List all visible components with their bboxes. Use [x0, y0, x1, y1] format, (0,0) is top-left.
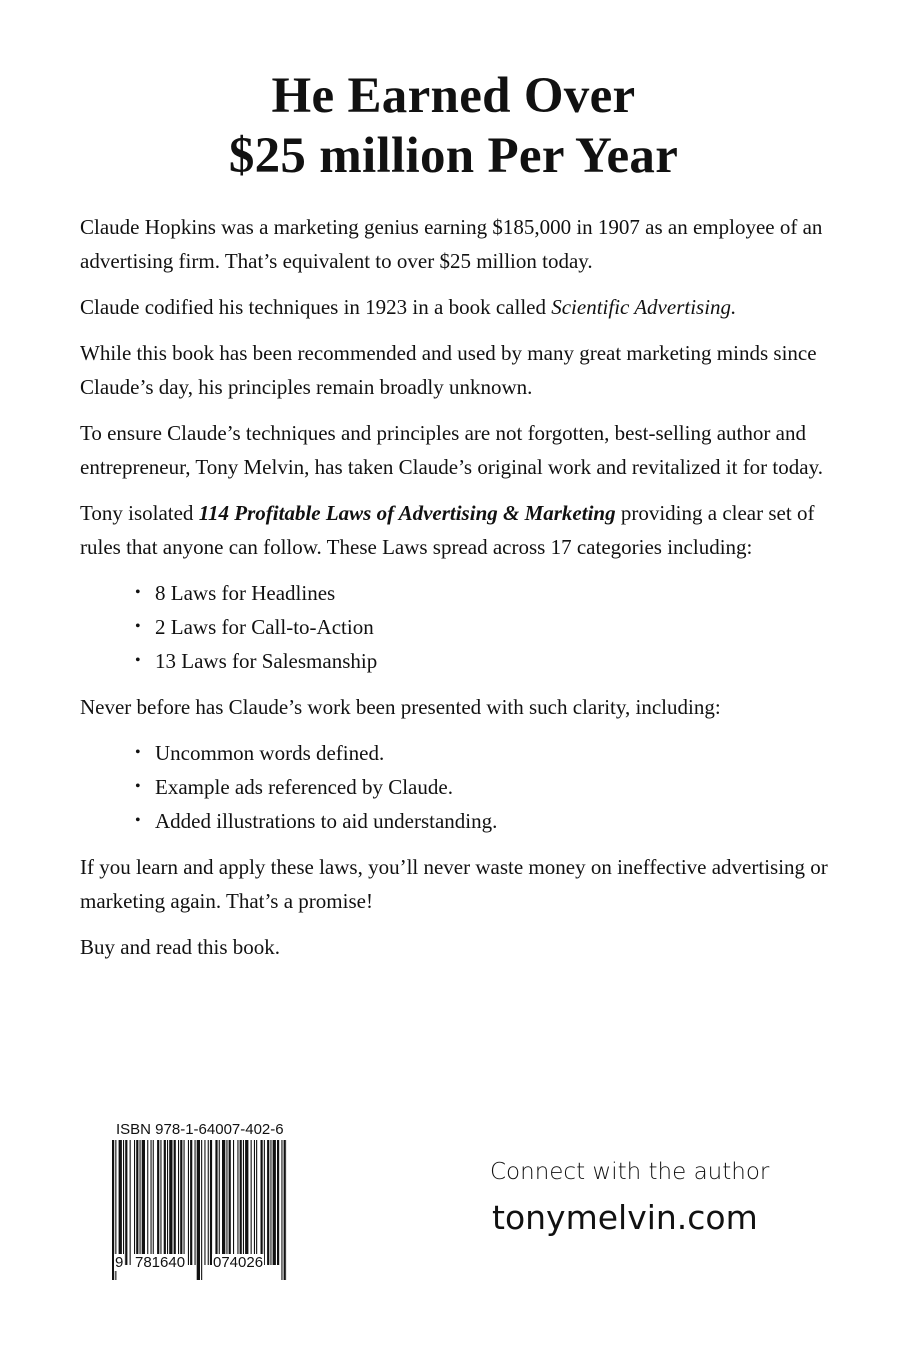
barcode-bar	[142, 1140, 145, 1265]
barcode-bar	[147, 1140, 148, 1265]
barcode-bar	[233, 1140, 234, 1265]
barcode-bar	[140, 1140, 141, 1265]
barcode-bar	[195, 1140, 196, 1265]
barcode-bar	[136, 1140, 138, 1265]
list-item: • 2 Laws for Call-to-Action	[135, 610, 855, 644]
barcode-bar	[123, 1140, 124, 1265]
barcode-bar	[134, 1140, 135, 1265]
barcode-bar	[226, 1140, 227, 1265]
barcode-bar	[180, 1140, 182, 1265]
barcode-bar	[125, 1140, 127, 1265]
title-line-2: $25 million Per Year	[228, 128, 679, 184]
paragraph-unknown: While this book has been recommended and used by many great marketing minds since Claude’s day, his principles remain broadly unknown.	[80, 341, 817, 399]
barcode-bar	[270, 1140, 271, 1265]
features-list	[80, 736, 855, 838]
barcode-bar	[281, 1140, 282, 1280]
paragraph-book-text: Claude codified his techniques in 1923 in a book called	[80, 295, 552, 319]
paragraph-call-to-action: Buy and read this book.	[80, 935, 281, 959]
barcode-digits-right: 074026	[213, 1254, 264, 1271]
barcode-bar	[222, 1140, 225, 1265]
list-item: • 13 Laws for Salesmanship	[135, 644, 855, 678]
barcode-bar	[277, 1140, 279, 1265]
barcode-bar	[119, 1140, 122, 1265]
barcode-bar	[245, 1140, 248, 1265]
author-website[interactable]: tonymelvin.com	[492, 1198, 758, 1237]
barcode-bar	[215, 1140, 217, 1265]
barcode-digits-left: 781640	[135, 1254, 186, 1271]
paragraph-laws	[80, 496, 855, 564]
barcode-bar	[157, 1140, 159, 1265]
list-item: • Uncommon words defined.	[135, 736, 855, 770]
barcode-bar	[219, 1140, 220, 1265]
list-item: • Added illustrations to aid understanding.	[135, 804, 855, 838]
barcode-bar	[174, 1140, 176, 1265]
barcode-bar	[251, 1140, 252, 1265]
barcode-bar	[273, 1140, 276, 1265]
barcode-bar	[240, 1140, 242, 1265]
list-item: • Example ads referenced by Claude.	[135, 770, 855, 804]
cover-title	[0, 66, 907, 186]
barcode-bar	[167, 1140, 168, 1265]
barcode-bar	[153, 1140, 154, 1265]
barcode-bar	[197, 1140, 200, 1280]
barcode-bar	[264, 1140, 265, 1265]
title-line-1: He Earned Over	[271, 68, 636, 124]
barcode-bar	[229, 1140, 231, 1265]
categories-list	[80, 576, 855, 678]
barcode-bar	[256, 1140, 257, 1265]
barcode-bar	[243, 1140, 244, 1265]
paragraph-intro: Claude Hopkins was a marketing genius earning $185,000 in 1907 as an employee of an advertising firm. That’s equivalent to over $25 million today.	[80, 215, 823, 273]
barcode-bar	[151, 1140, 152, 1265]
barcode-bar	[254, 1140, 255, 1265]
laws-emphasis: 114 Profitable Laws of Advertising & Marketing	[198, 501, 616, 525]
book-title: Scientific Advertising.	[551, 295, 737, 319]
barcode-bar	[160, 1140, 161, 1265]
laws-lead: Tony isolated	[80, 501, 199, 525]
barcode-bar	[169, 1140, 172, 1265]
barcode-bar	[184, 1140, 185, 1265]
barcode-bar	[164, 1140, 166, 1265]
paragraph-book	[80, 290, 855, 324]
barcode-bar	[261, 1140, 263, 1265]
connect-label: Connect with the author	[490, 1159, 770, 1185]
barcode-digit-first: 9	[115, 1254, 124, 1271]
barcode-bar	[204, 1140, 205, 1265]
list-item: • 8 Laws for Headlines	[135, 576, 855, 610]
barcode-bar	[208, 1140, 209, 1265]
barcode-bar	[188, 1140, 189, 1265]
barcode-bar	[237, 1140, 238, 1265]
barcode-bar	[201, 1140, 202, 1280]
isbn-label: ISBN 978-1-64007-402-6	[116, 1121, 284, 1138]
barcode-bar	[178, 1140, 179, 1265]
barcode-bar	[267, 1140, 269, 1265]
laws-rest: providing a clear set of rules that anyone can follow. These Laws spread across 17 categories including:	[80, 501, 815, 559]
paragraph-clarity: Never before has Claude’s work been presented with such clarity, including:	[80, 695, 721, 719]
paragraph-promise: If you learn and apply these laws, you’ll never waste money on ineffective advertising or marketing again. That’s a promise!	[80, 855, 828, 913]
barcode-bar	[130, 1140, 131, 1265]
blurb	[80, 210, 855, 976]
paragraph-revitalized: To ensure Claude’s techniques and principles are not forgotten, best-selling author and entrepreneur, Tony Melvin, has taken Claude’s original work and revitalized it for today.	[80, 421, 823, 479]
barcode-bar	[210, 1140, 212, 1265]
barcode-bar	[190, 1140, 192, 1265]
barcode-bar	[284, 1140, 286, 1280]
